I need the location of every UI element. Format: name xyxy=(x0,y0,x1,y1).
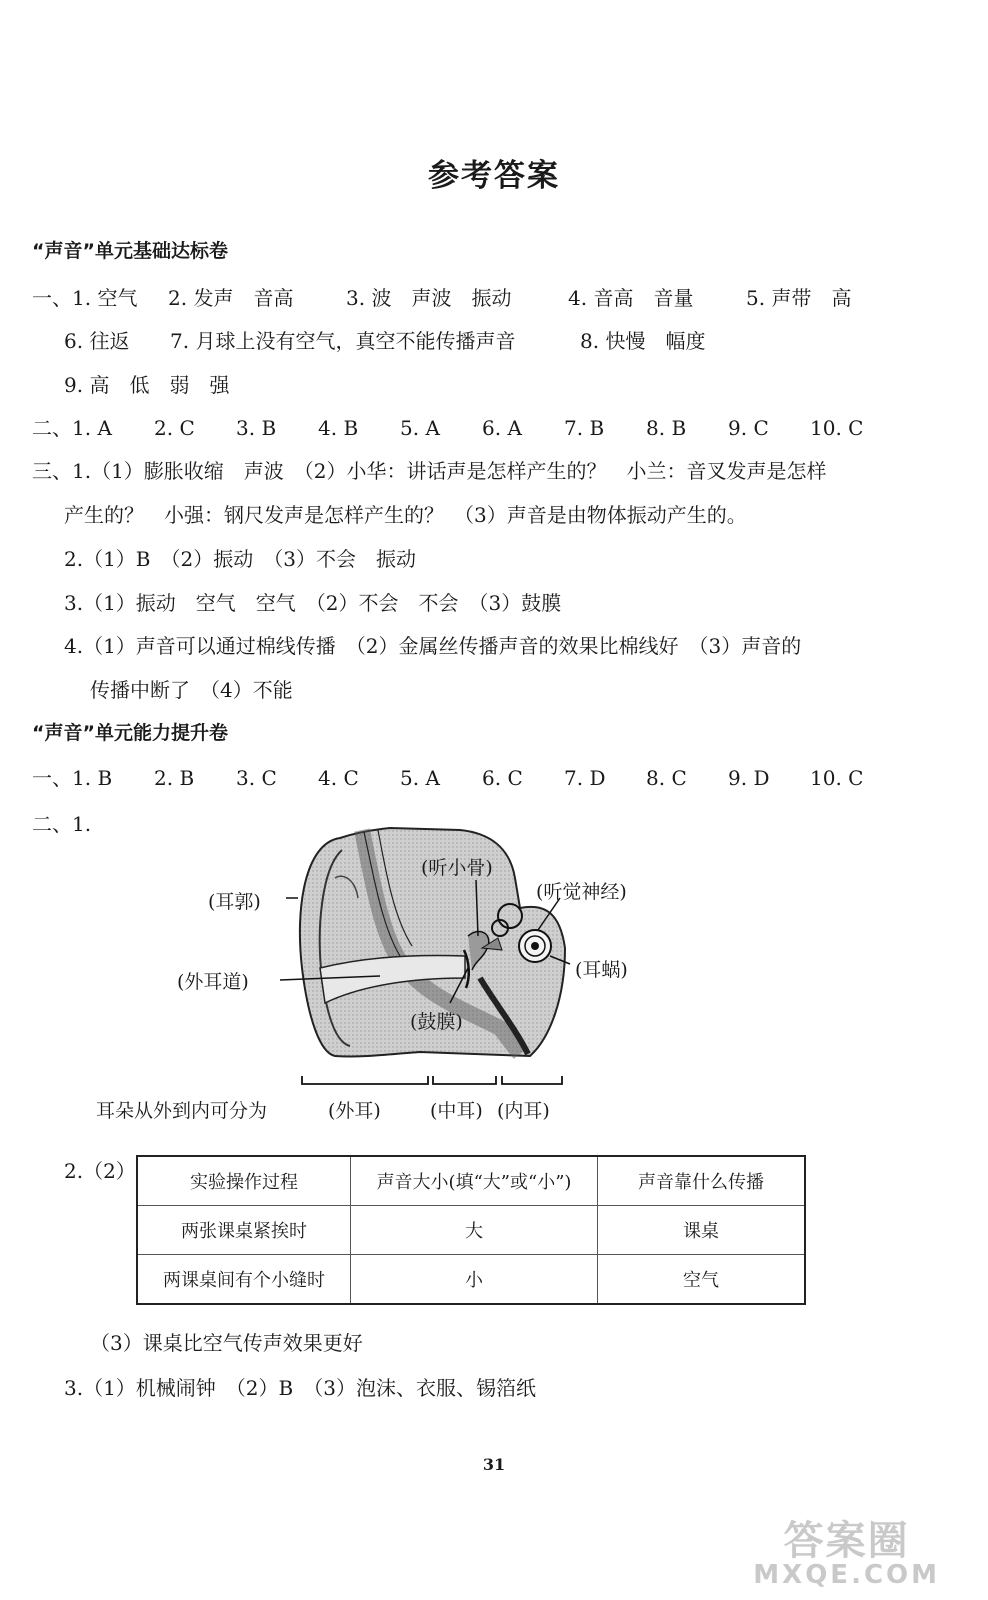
page-number: 31 xyxy=(482,1455,506,1474)
answer-line xyxy=(32,282,851,311)
table-row xyxy=(137,1206,805,1255)
answer-line xyxy=(32,762,863,791)
answer-item: 3. C xyxy=(236,766,277,790)
table-header: 声音靠什么传播 xyxy=(598,1156,806,1206)
answer-item: 7. 月球上没有空气，真空不能传播声音 xyxy=(170,329,516,353)
part-outer-ear: (外耳) xyxy=(328,1100,381,1122)
answer-item: 8. 快慢 幅度 xyxy=(580,329,706,353)
answer-item: 6. 往返 xyxy=(64,329,130,353)
label-ossicles: (听小骨) xyxy=(421,857,493,879)
table-header: 声音大小(填“大”或“小”) xyxy=(351,1156,598,1206)
table-cell: 两课桌间有个小缝时 xyxy=(137,1255,351,1305)
table-cell: 空气 xyxy=(598,1255,806,1305)
answer-item: 3. B xyxy=(236,416,277,440)
answer-line xyxy=(32,455,827,484)
watermark-url: MXQE.COM xyxy=(753,1560,940,1590)
watermark-text: 答案圈 xyxy=(783,1518,910,1564)
answer-item: 9. C xyxy=(728,416,769,440)
answer-item: 1. B xyxy=(72,766,113,790)
table-cell: 大 xyxy=(351,1206,598,1255)
answer-item: 2. B xyxy=(154,766,195,790)
answer-item: 4. B xyxy=(318,416,359,440)
table-cell: 两张课桌紧挨时 xyxy=(137,1206,351,1255)
answer-item: 4. 音高 音量 xyxy=(568,286,694,310)
answer-line: 产生的？ 小强：钢尺发声是怎样产生的？ （3）声音是由物体振动产生的。 xyxy=(64,503,747,527)
part-prefix: 一、 xyxy=(32,766,72,790)
question-prefix: 2.（2） xyxy=(64,1159,136,1183)
answer-line xyxy=(64,325,705,354)
answer-item: 10. C xyxy=(810,766,864,790)
part-prefix: 二、1. xyxy=(32,812,92,836)
answer-item: 5. A xyxy=(400,766,440,790)
answer-item: 1. A xyxy=(72,416,112,440)
table-header-row xyxy=(137,1156,805,1206)
answer-item: 9. D xyxy=(728,766,770,790)
label-auricle: (耳郭) xyxy=(208,891,261,913)
page-title: 参考答案 xyxy=(428,158,560,194)
answer-item: 3. 波 声波 振动 xyxy=(346,286,512,310)
answer-line: 9. 高 低 弱 强 xyxy=(64,373,230,397)
table-cell: 小 xyxy=(351,1255,598,1305)
answer-item: 2. 发声 音高 xyxy=(168,286,294,310)
answer-line: 传播中断了 （4）不能 xyxy=(90,678,293,702)
section-heading-advanced: “声音”单元能力提升卷 xyxy=(32,722,228,744)
part-middle-ear: (中耳) xyxy=(430,1100,483,1122)
answer-item: 6. A xyxy=(482,416,522,440)
label-eardrum: (鼓膜) xyxy=(410,1011,463,1033)
answer-line: 3.（1）机械闹钟 （2）B （3）泡沫、衣服、锡箔纸 xyxy=(64,1376,536,1400)
ear-part-brackets xyxy=(300,1074,565,1088)
answer-item: 7. B xyxy=(564,416,605,440)
answer-item: 5. A xyxy=(400,416,440,440)
answer-line xyxy=(32,412,863,441)
table-header: 实验操作过程 xyxy=(137,1156,351,1206)
answer-line: 3.（1）振动 空气 空气 （2）不会 不会 （3）鼓膜 xyxy=(64,591,562,615)
answer-item: 4. C xyxy=(318,766,359,790)
label-ear-canal: (外耳道) xyxy=(177,971,249,993)
answer-item: 10. C xyxy=(810,416,864,440)
answer-line: 4.（1）声音可以通过棉线传播 （2）金属丝传播声音的效果比棉线好 （3）声音的 xyxy=(64,634,802,658)
answer-item: 8. B xyxy=(646,416,687,440)
answer-item: 7. D xyxy=(564,766,606,790)
answer-line: 2.（1）B （2）振动 （3）不会 振动 xyxy=(64,547,416,571)
part-prefix: 一、 xyxy=(32,286,72,310)
answer-item: 2. C xyxy=(154,416,195,440)
answer-item: 5. 声带 高 xyxy=(746,286,852,310)
watermark-logo xyxy=(753,1509,940,1590)
answer-item: 8. C xyxy=(646,766,687,790)
table-row xyxy=(137,1255,805,1305)
part-inner-ear: (内耳) xyxy=(497,1100,550,1122)
answer-line: （3）课桌比空气传声效果更好 xyxy=(90,1331,363,1355)
answer-item: 6. C xyxy=(482,766,523,790)
experiment-table xyxy=(136,1155,806,1305)
section-heading-basic: “声音”单元基础达标卷 xyxy=(32,240,228,262)
answer-text: 1.（1）膨胀收缩 声波 （2）小华：讲话声是怎样产生的？ 小兰：音叉发声是怎样 xyxy=(72,459,827,483)
label-auditory-nerve: (听觉神经) xyxy=(536,881,627,903)
ear-division-caption: 耳朵从外到内可分为 xyxy=(96,1100,268,1122)
table-cell: 课桌 xyxy=(598,1206,806,1255)
answer-item: 1. 空气 xyxy=(72,286,138,310)
part-prefix: 三、 xyxy=(32,459,72,483)
label-cochlea: (耳蜗) xyxy=(575,959,628,981)
part-prefix: 二、 xyxy=(32,416,72,440)
